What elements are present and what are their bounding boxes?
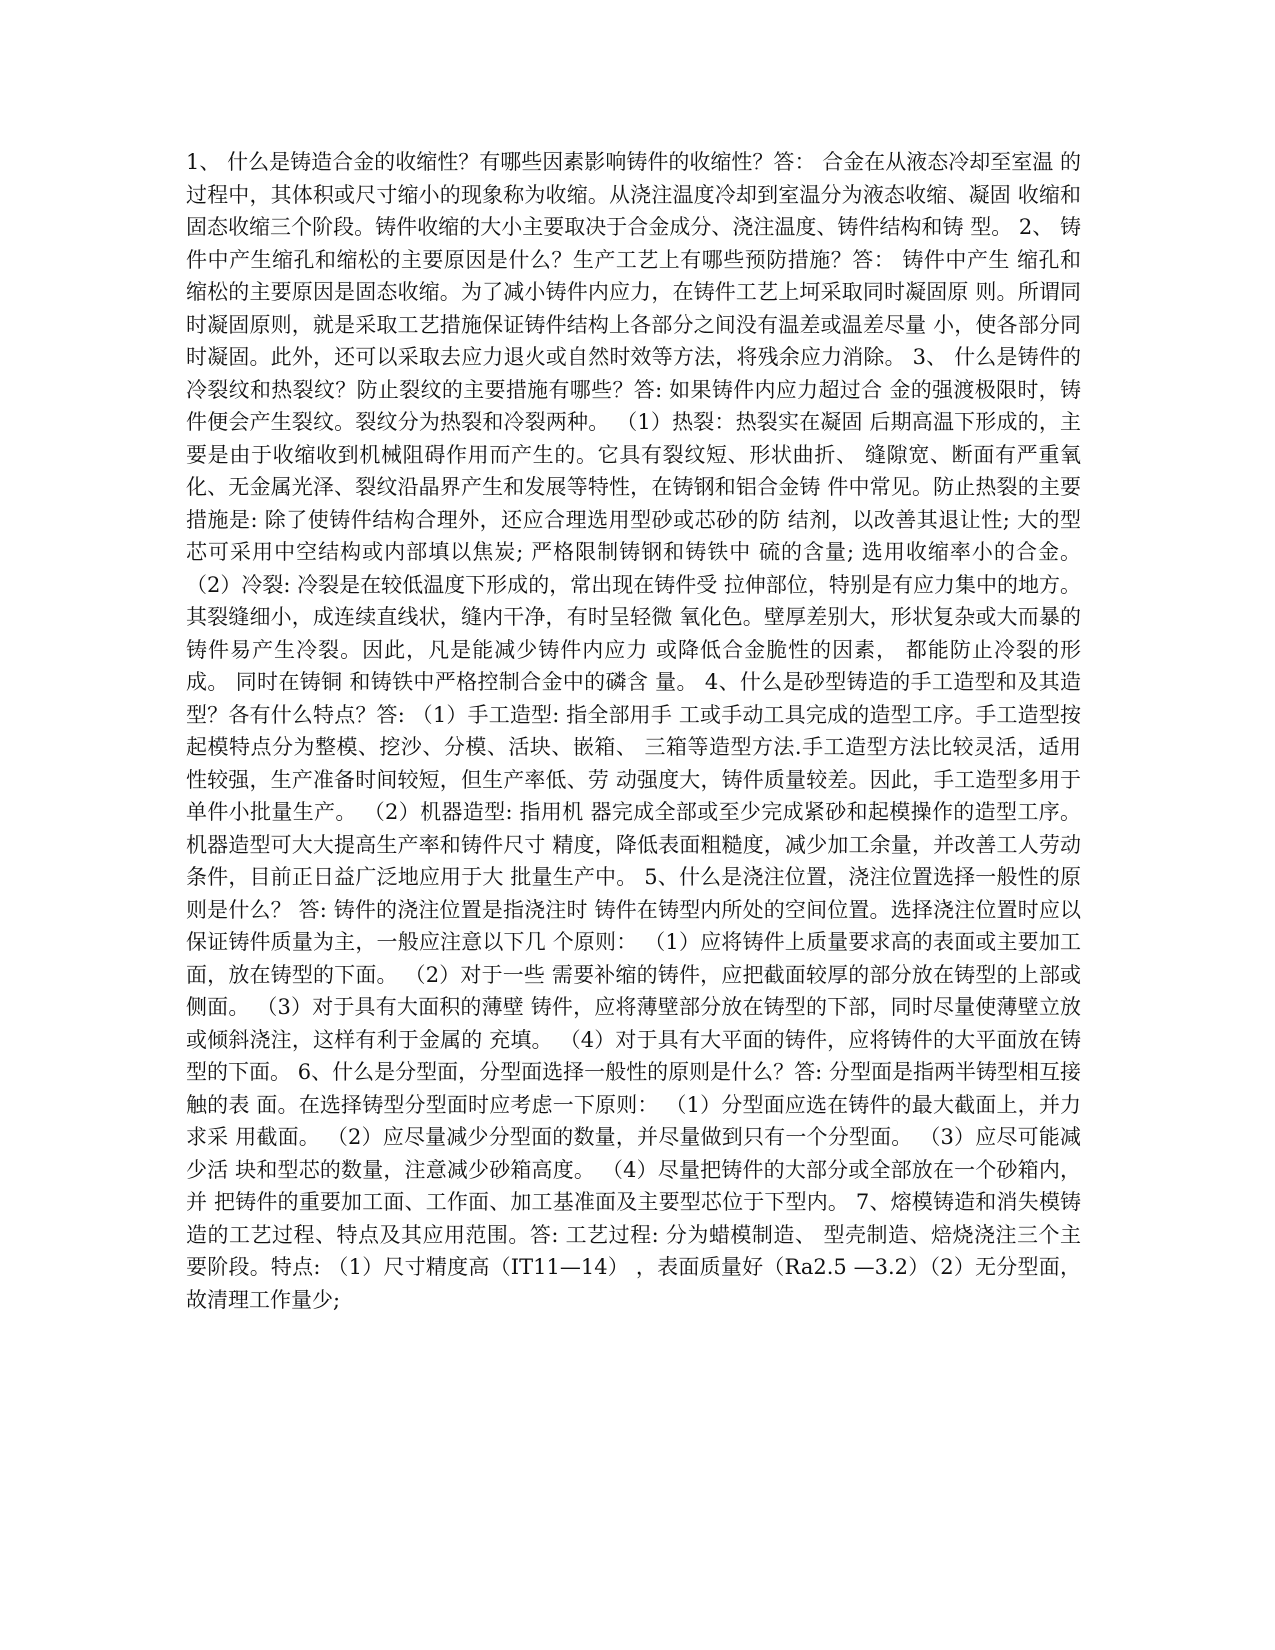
body-paragraph: 1、 什么是铸造合金的收缩性？有哪些因素影响铸件的收缩性？答： 合金在从液态冷却至室温 的过程中，其体积或尺寸缩小的现象称为收缩。从浇注温度冷却到室温分为液态收缩、凝固 收缩和固态收缩三个阶段。铸件收缩的大小主要取决于合金成分、浇注温度、铸件结构和铸 型。 2、 铸件中产生缩孔和缩松的主要原因是什么？生产工艺上有哪些预防措施？答： 铸件中产生 缩孔和缩松的主要原因是固态收缩。为了减小铸件内应力，在铸件工艺上坷采取同时凝固原 则。所谓同时凝固原则，就是采取工艺措施保证铸件结构上各部分之间没有温差或温差尽量 小，使各部分同时凝固。此外，还可以采取去应力退火或自然时效等方法，将残余应力消除。 3、 什么是铸件的冷裂纹和热裂纹？防止裂纹的主要措施有哪些？答: 如果铸件内应力超过合 金的强渡极限时，铸件便会产生裂纹。裂纹分为热裂和冷裂两种。 （1）热裂：热裂实在凝固 后期高温下形成的，主要是由于收缩收到机械阻碍作用而产生的。它具有裂纹短、形状曲折、 缝隙宽、断面有严重氧化、无金属光泽、裂纹沿晶界产生和发展等特性，在铸钢和铝合金铸 件中常见。防止热裂的主要措施是: 除了使铸件结构合理外，还应合理选用型砂或芯砂的防 结剂，以改善其退让性; 大的型芯可采用中空结构或内部填以焦炭; 严格限制铸钢和铸铁中 硫的含量; 选用收缩率小的合金。 （2）冷裂: 冷裂是在较低温度下形成的，常出现在铸件受 拉伸部位，特别是有应力集中的地方。其裂缝细小，成连续直线状，缝内干净，有时呈轻微 氧化色。壁厚差别大，形状复杂或大而暴的铸件易产生冷裂。因此，凡是能减少铸件内应力 或降低合金脆性的因素， 都能防止冷裂的形成。 同时在铸铜 和铸铁中严格控制合金中的磷含 量。 4、什么是砂型铸造的手工造型和及其造型？各有什么特点？答: （1）手工造型: 指全部用手 工或手动工具完成的造型工序。手工造型按起模特点分为整模、挖沙、分模、活块、嵌箱、 三箱等造型方法.手工造型方法比较灵活，适用性较强，生产准备时间较短，但生产率低、劳 动强度大，铸件质量较差。因此，手工造型多用于单件小批量生产。 （2）机器造型: 指用机 器完成全部或至少完成紧砂和起模操作的造型工序。机器造型可大大提高生产率和铸件尺寸 精度，降低表面粗糙度，减少加工余量，并改善工人劳动条件，目前正日益广泛地应用于大 批量生产中。 5、什么是浇注位置，浇注位置选择一般性的原则是什么？ 答: 铸件的浇注位置是指浇注时 铸件在铸型内所处的空间位置。选择浇注位置时应以保证铸件质量为主，一般应注意以下几 个原则： （1）应将铸件上质量要求高的表面或主要加工面，放在铸型的下面。 （2）对于一些 需要补缩的铸件，应把截面较厚的部分放在铸型的上部或侧面。 （3）对于具有大面积的薄壁 铸件，应将薄壁部分放在铸型的下部，同时尽量使薄壁立放或倾斜浇注，这样有利于金属的 充填。 （4）对于具有大平面的铸件，应将铸件的大平面放在铸型的下面。 6、什么是分型面，分型面选择一般性的原则是什么？答: 分型面是指两半铸型相互接触的表 面。在选择铸型分型面时应考虑一下原则： （1）分型面应选在铸件的最大截面上，并力求采 用截面。 （2）应尽量减少分型面的数量，并尽量做到只有一个分型面。 （3）应尽可能减少活 块和型芯的数量，注意减少砂箱高度。 （4）尽量把铸件的大部分或全部放在一个砂箱内，并 把铸件的重要加工面、工作面、加工基准面及主要型芯位于下型内。 7、熔模铸造和消失模铸造的工艺过程、特点及其应用范围。答: 工艺过程: 分为蜡模制造、 型壳制造、焙烧浇注三个主要阶段。特点: （1）尺寸精度高（IT11—14） ，表面质量好（Ra2.5 —3.2）（2）无分型面，故清理工作量少; (186, 150, 1081, 1312)
